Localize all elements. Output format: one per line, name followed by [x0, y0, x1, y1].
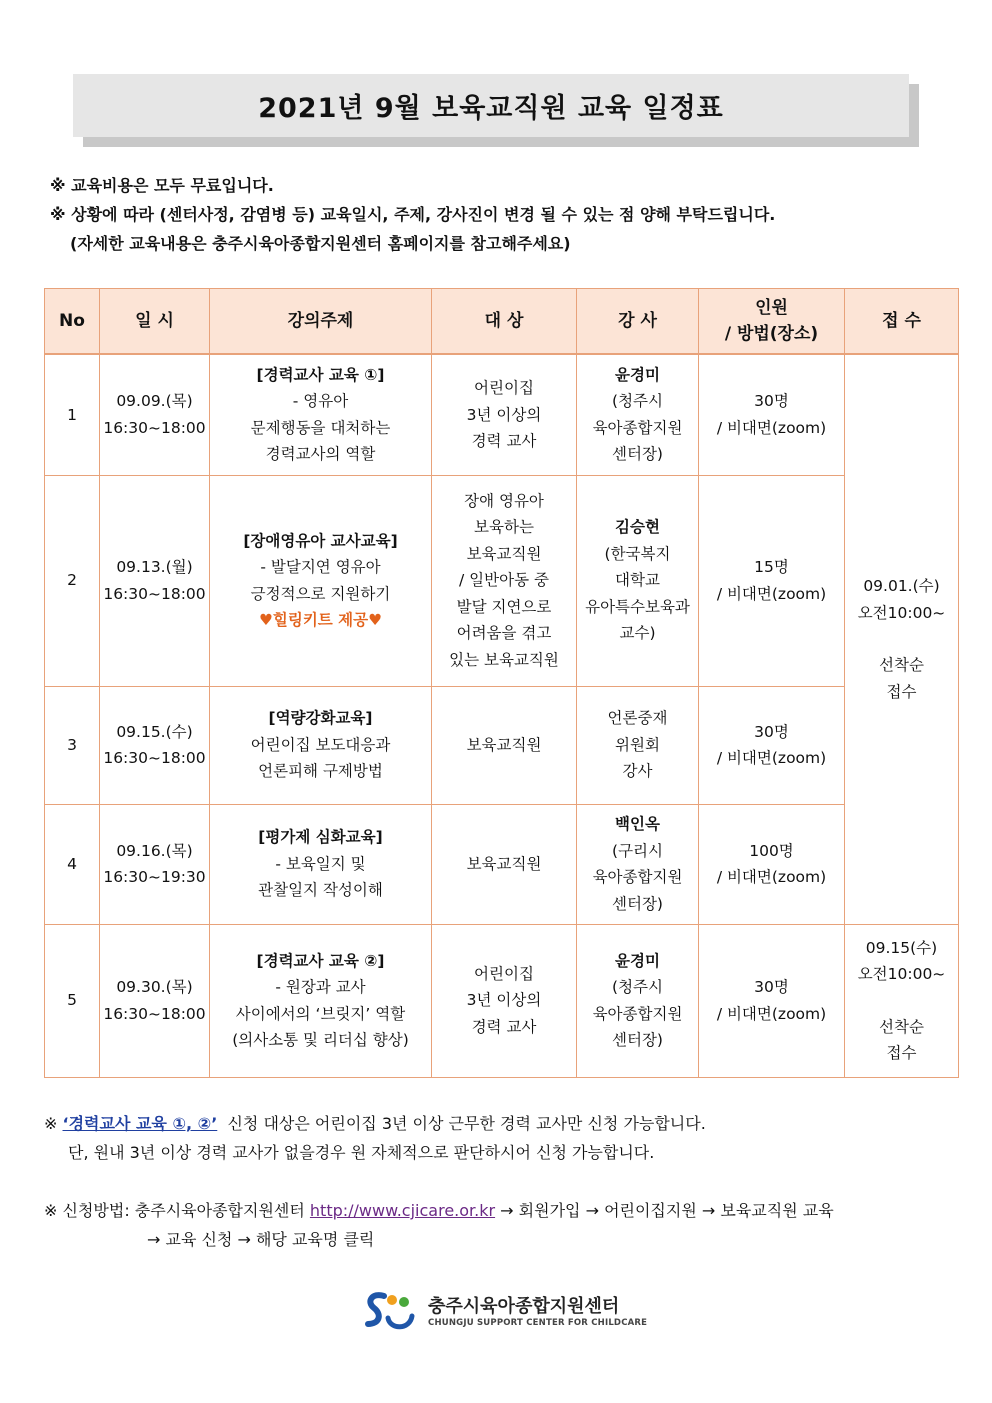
- instructor-line: 육아종합지원: [592, 418, 683, 437]
- topic-line: 언론피해 구제방법: [258, 762, 383, 781]
- note-mark: ※: [44, 1114, 58, 1133]
- cell-no: 5: [45, 924, 100, 1077]
- cell-topic: [210, 475, 432, 686]
- table-header-row: [45, 289, 959, 355]
- topic-line: 문제행동을 대처하는: [250, 418, 391, 437]
- topic-line: - 원장과 교사: [275, 978, 366, 996]
- career-note: [44, 1109, 706, 1167]
- date-time: 16:30~18:00: [103, 1004, 206, 1023]
- notice-change: ※ 상황에 따라 (센터사정, 감염병 등) 교육일시, 주제, 강사진이 변경 될 수 있는 점 양해 부탁드립니다.: [50, 205, 776, 224]
- cell-no: 4: [45, 804, 100, 924]
- website-link[interactable]: http://www.cjicare.or.kr: [309, 1201, 496, 1220]
- reception-order: 선착순: [879, 656, 924, 675]
- target-line: 어린이집: [474, 964, 534, 983]
- apply-steps: → 회원가입 → 어린이집지원 → 보육교직원 교육: [500, 1201, 834, 1220]
- capacity-count: 30명: [754, 722, 789, 741]
- target-line: 어려움을 겪고: [456, 624, 552, 643]
- instructor-line: (한국복지: [604, 544, 671, 563]
- reception-label: 접수: [886, 682, 917, 701]
- target-line: 3년 이상의: [466, 405, 542, 424]
- table-row: [45, 804, 959, 924]
- cell-no: 1: [45, 354, 100, 475]
- cell-target: [432, 354, 577, 475]
- date-day: 09.13.(월): [116, 558, 193, 576]
- topic-title: [경력교사 교육 ①]: [256, 365, 385, 384]
- cell-no: 2: [45, 475, 100, 686]
- instructor-name: 백인옥: [615, 815, 660, 833]
- apply-line1: [44, 1196, 964, 1225]
- cell-capacity: [699, 686, 845, 804]
- notice-free: ※ 교육비용은 모두 무료입니다.: [50, 176, 274, 195]
- topic-line: (의사소통 및 리더십 향상): [232, 1031, 409, 1049]
- center-name: 충주시육아종합지원센터: [428, 1296, 620, 1317]
- capacity-method: / 비대면(zoom): [716, 418, 827, 437]
- instructor-line: 육아종합지원: [592, 868, 683, 886]
- apply-method-note: [44, 1196, 964, 1254]
- cell-capacity: [699, 475, 845, 686]
- cell-topic: [210, 354, 432, 475]
- healing-kit-label: 힐링키트 제공: [272, 611, 369, 629]
- target-line: 보육하는: [474, 518, 534, 537]
- capacity-method: / 비대면(zoom): [716, 749, 827, 767]
- topic-highlight: [213, 607, 428, 634]
- cell-date: [100, 354, 210, 475]
- topic-line: - 영유아: [292, 392, 349, 411]
- header-target: 대 상: [432, 289, 577, 355]
- center-logo-mark: [362, 1290, 422, 1334]
- instructor-line: (구리시: [612, 841, 663, 860]
- cell-instructor: [577, 924, 699, 1077]
- table-row: [45, 354, 959, 475]
- center-subtitle: CHUNGJU SUPPORT CENTER FOR CHILDCARE: [428, 1318, 648, 1328]
- header-capacity-line1: 인원: [755, 297, 788, 318]
- cell-target: [432, 924, 577, 1077]
- target-line: / 일반아동 중: [459, 571, 549, 590]
- topic-line: 사이에서의 ‘브릿지’ 역할: [235, 1004, 406, 1023]
- target-line: 보육교직원: [466, 544, 542, 563]
- capacity-count: 30명: [754, 392, 789, 411]
- cell-date: [100, 804, 210, 924]
- cell-capacity: [699, 354, 845, 475]
- cell-reception-b: [845, 924, 959, 1077]
- topic-line: 관찰일지 작성이해: [258, 881, 383, 900]
- cell-topic: [210, 686, 432, 804]
- reception-date: 09.01.(수): [863, 577, 940, 596]
- reception-order: 선착순: [879, 1017, 924, 1036]
- cell-target: [432, 686, 577, 804]
- capacity-count: 15명: [754, 558, 789, 576]
- topic-line: 어린이집 보도대응과: [250, 735, 391, 754]
- date-time: 16:30~19:30: [103, 868, 206, 886]
- header-reception: 접 수: [845, 289, 959, 355]
- cell-topic: [210, 924, 432, 1077]
- heart-icon: ♥: [368, 611, 383, 629]
- topic-line: - 발달지연 영유아: [260, 558, 381, 576]
- center-logo-text: [428, 1296, 647, 1328]
- topic-title: [경력교사 교육 ②]: [256, 951, 385, 970]
- date-time: 16:30~18:00: [103, 418, 206, 437]
- target-line: 보육교직원: [466, 854, 542, 873]
- target-line: 어린이집: [474, 379, 534, 397]
- date-time: 16:30~18:00: [103, 584, 206, 603]
- cell-topic: [210, 804, 432, 924]
- reception-label: 접수: [886, 1044, 917, 1062]
- target-line: 보육교직원: [466, 735, 542, 754]
- reception-time: 오전10:00~: [857, 603, 946, 622]
- notice-homepage: (자세한 교육내용은 충주시육아종합지원센터 홈페이지를 참고해주세요): [70, 234, 571, 253]
- reception-time: 오전10:00~: [857, 965, 946, 983]
- center-logo: [362, 1290, 647, 1334]
- cell-target: [432, 475, 577, 686]
- instructor-line: 센터장): [612, 894, 663, 913]
- header-topic: 강의주제: [210, 289, 432, 355]
- header-capacity: [699, 289, 845, 355]
- instructor-line: 강사: [622, 762, 653, 781]
- topic-title: [역량강화교육]: [268, 709, 373, 728]
- cell-date: [100, 686, 210, 804]
- topic-title: [장애영유아 교사교육]: [243, 531, 398, 550]
- instructor-line: 위원회: [615, 735, 660, 754]
- cell-target: [432, 804, 577, 924]
- capacity-method: / 비대면(zoom): [716, 584, 827, 603]
- notice-block: [50, 171, 950, 258]
- target-line: 발달 지연으로: [456, 597, 552, 616]
- capacity-method: / 비대면(zoom): [716, 1004, 827, 1023]
- apply-prefix: ※ 신청방법: 충주시육아종합지원센터: [44, 1201, 305, 1220]
- header-date: 일 시: [100, 289, 210, 355]
- target-line: 경력 교사: [471, 432, 537, 450]
- instructor-line: 대학교: [615, 571, 660, 590]
- cell-instructor: [577, 354, 699, 475]
- title-banner: [73, 74, 919, 147]
- topic-line: 긍정적으로 지원하기: [250, 584, 391, 603]
- cell-reception-a: [845, 354, 959, 924]
- cell-date: [100, 475, 210, 686]
- date-time: 16:30~18:00: [103, 749, 206, 767]
- header-no: No: [45, 289, 100, 355]
- heart-icon: ♥: [258, 611, 273, 629]
- target-line: 경력 교사: [471, 1017, 537, 1036]
- reception-date: 09.15(수): [865, 938, 938, 957]
- target-line: 장애 영유아: [464, 491, 544, 510]
- table-row: [45, 686, 959, 804]
- date-day: 09.30.(목): [116, 978, 193, 996]
- capacity-count: 30명: [754, 978, 789, 996]
- capacity-method: / 비대면(zoom): [716, 868, 827, 886]
- instructor-line: (청주시: [612, 392, 663, 411]
- instructor-name: 윤경미: [615, 951, 660, 970]
- apply-line2: → 교육 신청 → 해당 교육명 클릭: [147, 1230, 375, 1249]
- date-day: 09.16.(목): [116, 841, 193, 860]
- instructor-line: 언론중재: [607, 709, 668, 728]
- cell-instructor: [577, 804, 699, 924]
- instructor-line: 육아종합지원: [592, 1004, 683, 1023]
- date-day: 09.15.(수): [116, 722, 193, 741]
- cell-date: [100, 924, 210, 1077]
- cell-capacity: [699, 924, 845, 1077]
- cell-instructor: [577, 475, 699, 686]
- instructor-line: 교수): [619, 624, 656, 643]
- capacity-count: 100명: [749, 841, 794, 860]
- career-note-text: 신청 대상은 어린이집 3년 이상 근무한 경력 교사만 신청 가능합니다.: [227, 1114, 706, 1133]
- topic-line: 경력교사의 역할: [265, 445, 376, 464]
- topic-title: [평가제 심화교육]: [258, 828, 383, 847]
- instructor-line: 센터장): [612, 1031, 663, 1049]
- table-row: [45, 475, 959, 686]
- instructor-name: 김승현: [615, 518, 660, 537]
- career-note-line2: 단, 원내 3년 이상 경력 교사가 없을경우 원 자체적으로 판단하시어 신청 가능합니다.: [68, 1143, 655, 1162]
- instructor-line: 유아특수보육과: [585, 597, 690, 616]
- instructor-line: 센터장): [612, 445, 663, 464]
- instructor-line: (청주시: [612, 978, 663, 996]
- cell-capacity: [699, 804, 845, 924]
- career-note-line1: [44, 1109, 706, 1138]
- cell-no: 3: [45, 686, 100, 804]
- header-capacity-line2: / 방법(장소): [724, 324, 819, 344]
- page-title: 2021년 9월 보육교직원 교육 일정표: [73, 74, 909, 137]
- topic-line: - 보육일지 및: [275, 854, 366, 873]
- schedule-table: [44, 288, 959, 1078]
- career-course-link[interactable]: ‘경력교사 교육 ①, ②’: [62, 1114, 218, 1133]
- instructor-name: 윤경미: [615, 365, 660, 384]
- table-row: [45, 924, 959, 1077]
- date-day: 09.09.(목): [116, 392, 193, 411]
- header-instructor: 강 사: [577, 289, 699, 355]
- target-line: 3년 이상의: [466, 991, 542, 1010]
- cell-instructor: [577, 686, 699, 804]
- target-line: 있는 보육교직원: [449, 650, 559, 669]
